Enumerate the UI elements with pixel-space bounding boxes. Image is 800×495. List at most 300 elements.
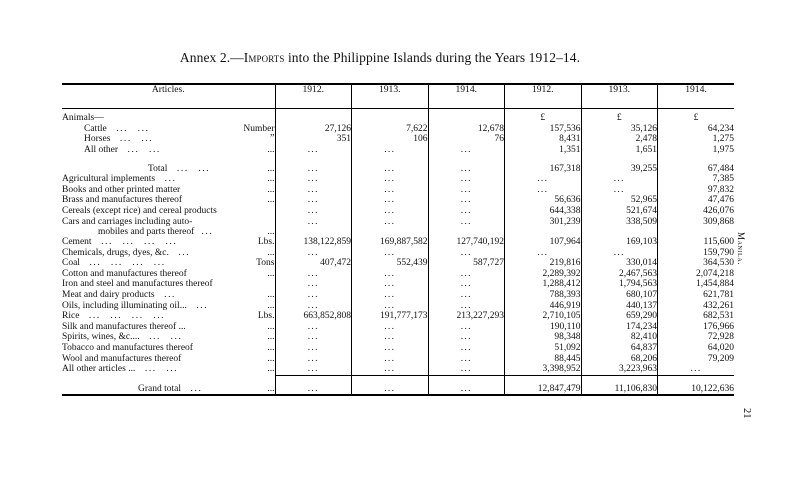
leader-dots: ... bbox=[170, 332, 183, 343]
cell-val-1913-cotton-and-manufactures-thereof: 2,467,563 bbox=[581, 269, 658, 280]
cell-qty-1912-silk-and-manufactures-thereof: ... bbox=[275, 322, 352, 333]
cell-qty-1912-cement: 138,122,859 bbox=[275, 237, 352, 248]
row-label-text: Cotton and manufactures thereof bbox=[62, 268, 187, 279]
spacer-c4 bbox=[505, 156, 582, 164]
leader-dots: ... bbox=[122, 237, 135, 248]
table-row bbox=[62, 134, 734, 145]
grand-spacer-c5 bbox=[581, 375, 658, 384]
cell-val-1914-horses: 1,275 bbox=[658, 134, 735, 145]
cell-val-1912-cereals-except-rice-and-cereal-product: 644,338 bbox=[505, 206, 582, 217]
row-unit: Lbs. bbox=[257, 237, 275, 248]
page-number: 21 bbox=[741, 408, 752, 419]
row-unit: ... bbox=[267, 290, 275, 301]
cell-val-1914-grand-total: 10,122,636 bbox=[658, 384, 735, 396]
cell-qty-1912-brass-and-manufactures-thereof: ... bbox=[275, 195, 352, 206]
grand-spacer-c3 bbox=[428, 375, 505, 384]
cell-qty-1912-all-other-articles: ... bbox=[275, 364, 352, 375]
cell-qty-1912-iron-and-steel-and-manufactures-thereo: ... bbox=[275, 279, 352, 290]
cell-val-1913-wool-and-manufactures-thereof: 68,206 bbox=[581, 354, 658, 365]
cell-qty-1913-all-other-articles: ... bbox=[352, 364, 429, 375]
table-row bbox=[62, 237, 734, 248]
leader-dots: ... bbox=[119, 134, 132, 145]
cell-val-1913-horses: 2,478 bbox=[581, 134, 658, 145]
cell-qty-1914-brass-and-manufactures-thereof: ... bbox=[428, 195, 505, 206]
cell-val-1914-silk-and-manufactures-thereof: 176,966 bbox=[658, 322, 735, 333]
cell-val-1913-cattle: 35,126 bbox=[581, 124, 658, 135]
spacer-c3 bbox=[428, 156, 505, 164]
currency-symbol: £ bbox=[581, 113, 658, 124]
row-unit: ” bbox=[270, 133, 275, 145]
cell-val-1914-all-other: 1,975 bbox=[658, 145, 735, 156]
cell-qty-1913-oils-including-illuminating-oil: ... bbox=[352, 301, 429, 312]
table-row bbox=[62, 248, 734, 259]
row-label-books-and-other-printed-matter bbox=[62, 185, 275, 196]
header-val-1913: 1913. bbox=[581, 84, 658, 109]
cell-qty-1912-cars-and-carriages-including-auto: ... bbox=[275, 217, 352, 238]
cell-val-1912-wool-and-manufactures-thereof: 88,445 bbox=[505, 354, 582, 365]
page-title bbox=[0, 50, 760, 66]
cell-val-1913-grand-total: 11,106,830 bbox=[581, 384, 658, 396]
cell-qty-1914-all-other-articles: ... bbox=[428, 364, 505, 375]
cell-val-1913-chemicals-drugs-dyes-c: ... bbox=[581, 248, 658, 259]
table-row bbox=[62, 145, 734, 156]
row-unit: ... bbox=[267, 174, 275, 185]
cell-qty-1914-chemicals-drugs-dyes-c: ... bbox=[428, 248, 505, 259]
row-label-meat-and-dairy-products bbox=[62, 290, 275, 301]
cell-qty-1912-coal: 407,472 bbox=[275, 258, 352, 269]
cell-val-1912-all-other: 1,351 bbox=[505, 145, 582, 156]
spacer-row bbox=[62, 156, 734, 164]
row-unit: Number bbox=[243, 123, 275, 134]
cell-blank bbox=[428, 113, 505, 124]
cell-qty-1913-agricultural-implements: ... bbox=[352, 174, 429, 185]
cell-qty-1913-cars-and-carriages-including-auto: ... bbox=[352, 217, 429, 238]
row-label-text: Tobacco and manufactures thereof bbox=[62, 342, 193, 353]
cell-qty-1914-cattle: 12,678 bbox=[428, 124, 505, 135]
cell-qty-1912-cattle: 27,126 bbox=[275, 124, 352, 135]
leader-dots: ... bbox=[164, 290, 177, 301]
cell-val-1914-all-other-articles: ... bbox=[658, 364, 735, 375]
cell-val-1913-silk-and-manufactures-thereof: 174,234 bbox=[581, 322, 658, 333]
header-val-1912: 1912. bbox=[505, 84, 582, 109]
row-label-text: All other bbox=[84, 144, 119, 155]
cell-val-1913-cereals-except-rice-and-cereal-product: 521,674 bbox=[581, 206, 658, 217]
leader-dots: ... bbox=[153, 311, 166, 322]
row-label-text: Meat and dairy products bbox=[62, 290, 155, 301]
cell-val-1914-rice: 682,531 bbox=[658, 311, 735, 322]
spacer-c5 bbox=[581, 156, 658, 164]
cell-qty-1914-horses: 76 bbox=[428, 134, 505, 145]
cell-val-1913-tobacco-and-manufactures-thereof: 64,837 bbox=[581, 343, 658, 354]
leader-dots: ... bbox=[89, 258, 102, 269]
cell-val-1912-cattle: 157,536 bbox=[505, 124, 582, 135]
row-label-oils-including-illuminating-oil bbox=[62, 301, 275, 312]
foot-rule-c3 bbox=[428, 395, 505, 400]
row-label-all-other-articles bbox=[62, 364, 275, 375]
cell-qty-1912-wool-and-manufactures-thereof: ... bbox=[275, 354, 352, 365]
table-row bbox=[62, 124, 734, 135]
cell-qty-1913-cereals-except-rice-and-cereal-product: ... bbox=[352, 206, 429, 217]
row-label-animals-heading: Animals— bbox=[62, 113, 104, 123]
row-unit: ... bbox=[267, 332, 275, 343]
leader-dots: ... bbox=[88, 311, 101, 322]
table-row bbox=[62, 343, 734, 354]
header-qty-1912: 1912. bbox=[275, 84, 352, 109]
cell-val-1912-all-other-articles: 3,398,952 bbox=[505, 364, 582, 375]
row-label-iron-and-steel-and-manufactures-thereo bbox=[62, 279, 275, 290]
grand-spacer-c1 bbox=[275, 375, 352, 384]
row-label-wool-and-manufactures-thereof bbox=[62, 354, 275, 365]
cell-val-1912-meat-and-dairy-products: 788,393 bbox=[505, 290, 582, 301]
cell-val-1914-agricultural-implements: 7,385 bbox=[658, 174, 735, 185]
cell-qty-1913-cattle: 7,622 bbox=[352, 124, 429, 135]
table-row bbox=[62, 354, 734, 365]
cell-val-1913-oils-including-illuminating-oil: 440,137 bbox=[581, 301, 658, 312]
grand-total-spacer-row bbox=[62, 375, 734, 384]
row-label-text: Cars and carriages including auto- bbox=[62, 216, 193, 227]
cell-val-1914-spirits-wines-c: 72,928 bbox=[658, 332, 735, 343]
cell-qty-1914-rice: 213,227,293 bbox=[428, 311, 505, 322]
leader-dots: ... bbox=[166, 364, 179, 375]
leader-dots: ... bbox=[149, 332, 162, 343]
row-label-silk-and-manufactures-thereof bbox=[62, 322, 275, 333]
cell-qty-1914-cement: 127,740,192 bbox=[428, 237, 505, 248]
row-label-coal bbox=[62, 258, 275, 269]
row-unit: ... bbox=[267, 300, 275, 311]
row-unit: Lbs. bbox=[257, 311, 275, 322]
cell-val-1914-iron-and-steel-and-manufactures-thereo: 1,454,884 bbox=[658, 279, 735, 290]
foot-rule-c5 bbox=[581, 395, 658, 400]
row-label-text: Cereals (except rice) and cereal products bbox=[62, 205, 217, 216]
cell-qty-1913-grand-total: ... bbox=[352, 384, 429, 396]
cell-val-1913-total: 39,255 bbox=[581, 164, 658, 175]
cell-qty-1913-tobacco-and-manufactures-thereof: ... bbox=[352, 343, 429, 354]
row-unit: ... bbox=[267, 247, 275, 258]
cell-qty-1913-all-other: ... bbox=[352, 145, 429, 156]
cell-val-1912-rice: 2,710,105 bbox=[505, 311, 582, 322]
row-unit: ... bbox=[267, 184, 275, 195]
cell-qty-1912-all-other: ... bbox=[275, 145, 352, 156]
spacer-c1 bbox=[275, 156, 352, 164]
cell-qty-1913-silk-and-manufactures-thereof: ... bbox=[352, 322, 429, 333]
cell-val-1914-tobacco-and-manufactures-thereof: 64,020 bbox=[658, 343, 735, 354]
table-row bbox=[62, 290, 734, 301]
title-smallcaps: Imports bbox=[243, 50, 285, 65]
cell-val-1913-all-other-articles: 3,223,963 bbox=[581, 364, 658, 375]
cell-val-1913-agricultural-implements: ... bbox=[581, 174, 658, 185]
cell-qty-1914-total: ... bbox=[428, 164, 505, 175]
leader-dots: ... bbox=[141, 134, 154, 145]
cell-qty-1914-wool-and-manufactures-thereof: ... bbox=[428, 354, 505, 365]
cell-val-1912-cotton-and-manufactures-thereof: 2,289,392 bbox=[505, 269, 582, 280]
row-label-tobacco-and-manufactures-thereof bbox=[62, 343, 275, 354]
row-label-text: Spirits, wines, &c.... bbox=[62, 332, 140, 343]
cell-qty-1914-all-other: ... bbox=[428, 145, 505, 156]
row-unit: ... bbox=[267, 268, 275, 279]
table-row bbox=[62, 384, 734, 396]
currency-symbol: £ bbox=[658, 113, 735, 124]
leader-dots: ... bbox=[190, 383, 203, 394]
row-label-brass-and-manufactures-thereof bbox=[62, 195, 275, 206]
row-label-cement bbox=[62, 237, 275, 248]
cell-val-1912-horses: 8,431 bbox=[505, 134, 582, 145]
cell-qty-1914-cereals-except-rice-and-cereal-product: ... bbox=[428, 206, 505, 217]
cell-val-1914-cars-and-carriages-including-auto: 309,868 bbox=[658, 217, 735, 238]
cell-blank bbox=[352, 113, 429, 124]
foot-rule-c6 bbox=[658, 395, 735, 400]
cell-val-1914-cotton-and-manufactures-thereof: 2,074,218 bbox=[658, 269, 735, 280]
row-label-text: Books and other printed matter bbox=[62, 184, 181, 195]
leader-dots: ... bbox=[178, 247, 191, 258]
side-note-manila: Manila. bbox=[736, 232, 746, 266]
row-label-horses bbox=[62, 134, 275, 145]
cell-val-1913-cars-and-carriages-including-auto: 338,509 bbox=[581, 217, 658, 238]
row-label-text: Cement bbox=[62, 237, 92, 248]
cell-qty-1914-coal: 587,727 bbox=[428, 258, 505, 269]
spacer-articles bbox=[62, 156, 275, 164]
leader-dots: ... bbox=[196, 300, 209, 311]
cell-val-1914-total: 67,484 bbox=[658, 164, 735, 175]
row-label-text: Coal bbox=[62, 258, 80, 269]
cell-qty-1912-meat-and-dairy-products: ... bbox=[275, 290, 352, 301]
title-rest: into the Philippine Islands during the Years 1912–14. bbox=[284, 50, 581, 65]
cell-val-1912-agricultural-implements: ... bbox=[505, 174, 582, 185]
row-label-text: All other articles ... bbox=[62, 364, 136, 375]
cell-qty-1913-iron-and-steel-and-manufactures-thereo: ... bbox=[352, 279, 429, 290]
spacer-c6 bbox=[658, 156, 735, 164]
leader-dots: ... bbox=[116, 123, 129, 134]
row-label-text: Brass and manufactures thereof bbox=[62, 195, 183, 206]
cell-val-1913-spirits-wines-c: 82,410 bbox=[581, 332, 658, 343]
leader-dots: ... bbox=[176, 163, 189, 174]
cell-qty-1913-books-and-other-printed-matter: ... bbox=[352, 185, 429, 196]
cell-qty-1914-meat-and-dairy-products: ... bbox=[428, 290, 505, 301]
cell-qty-1912-oils-including-illuminating-oil: ... bbox=[275, 301, 352, 312]
row-label-total bbox=[62, 164, 275, 175]
cell-val-1914-oils-including-illuminating-oil: 432,261 bbox=[658, 301, 735, 312]
row-label-text: Agricultural implements bbox=[62, 174, 156, 185]
row-label-grand-total bbox=[62, 384, 275, 396]
table-row bbox=[62, 279, 734, 290]
table-row bbox=[62, 164, 734, 175]
cell-val-1914-brass-and-manufactures-thereof: 47,476 bbox=[658, 195, 735, 206]
cell-qty-1914-agricultural-implements: ... bbox=[428, 174, 505, 185]
grand-spacer-c2 bbox=[352, 375, 429, 384]
cell-qty-1912-cereals-except-rice-and-cereal-product: ... bbox=[275, 206, 352, 217]
cell-qty-1913-spirits-wines-c: ... bbox=[352, 332, 429, 343]
spacer-c2 bbox=[352, 156, 429, 164]
header-row bbox=[62, 84, 734, 109]
row-unit: ... bbox=[267, 342, 275, 353]
row-unit: ... bbox=[267, 163, 275, 174]
cell-val-1912-iron-and-steel-and-manufactures-thereo: 1,288,412 bbox=[505, 279, 582, 290]
header-qty-1914: 1914. bbox=[428, 84, 505, 109]
row-label-text: Silk and manufactures thereof ... bbox=[62, 321, 186, 332]
table-row bbox=[62, 217, 734, 238]
row-label-cotton-and-manufactures-thereof bbox=[62, 269, 275, 280]
row-unit: ... bbox=[267, 195, 275, 206]
cell-qty-1912-books-and-other-printed-matter: ... bbox=[275, 185, 352, 196]
cell-qty-1913-wool-and-manufactures-thereof: ... bbox=[352, 354, 429, 365]
cell-blank bbox=[275, 113, 352, 124]
foot-rule-c4 bbox=[505, 395, 582, 400]
cell-val-1912-silk-and-manufactures-thereof: 190,110 bbox=[505, 322, 582, 333]
table-row bbox=[62, 311, 734, 322]
row-label-all-other bbox=[62, 145, 275, 156]
cell-val-1912-coal: 219,816 bbox=[505, 258, 582, 269]
cell-qty-1914-books-and-other-printed-matter: ... bbox=[428, 185, 505, 196]
cell-qty-1912-tobacco-and-manufactures-thereof: ... bbox=[275, 343, 352, 354]
cell-val-1914-meat-and-dairy-products: 621,781 bbox=[658, 290, 735, 301]
cell-val-1914-wool-and-manufactures-thereof: 79,209 bbox=[658, 354, 735, 365]
cell-val-1913-books-and-other-printed-matter: ... bbox=[581, 185, 658, 196]
table-row bbox=[62, 269, 734, 280]
row-label-text: Chemicals, drugs, dyes, &c. bbox=[62, 247, 169, 258]
leader-dots: ... bbox=[153, 258, 166, 269]
row-label-cattle bbox=[62, 124, 275, 135]
imports-table bbox=[62, 83, 734, 400]
row-label-text: Cattle bbox=[84, 123, 107, 134]
title-prefix: Annex 2.— bbox=[179, 50, 244, 65]
row-label-cereals-except-rice-and-cereal-product bbox=[62, 206, 275, 217]
row-label-text: Grand total bbox=[138, 383, 182, 394]
row-label-text: Iron and steel and manufactures thereof bbox=[62, 279, 213, 290]
grand-spacer-c4 bbox=[505, 375, 582, 384]
cell-val-1914-cereals-except-rice-and-cereal-product: 426,076 bbox=[658, 206, 735, 217]
imports-table-container bbox=[62, 83, 734, 400]
leader-dots: ... bbox=[132, 258, 145, 269]
cell-qty-1914-spirits-wines-c: ... bbox=[428, 332, 505, 343]
cell-val-1913-brass-and-manufactures-thereof: 52,965 bbox=[581, 195, 658, 206]
cell-val-1913-rice: 659,290 bbox=[581, 311, 658, 322]
row-label-chemicals-drugs-dyes-c bbox=[62, 248, 275, 259]
table-row bbox=[62, 301, 734, 312]
foot-rule-c2 bbox=[352, 395, 429, 400]
cell-val-1914-books-and-other-printed-matter: 97,832 bbox=[658, 185, 735, 196]
cell-qty-1912-total: ... bbox=[275, 164, 352, 175]
table-body bbox=[62, 109, 734, 401]
cell-val-1912-grand-total: 12,847,479 bbox=[505, 384, 582, 396]
cell-qty-1912-horses: 351 bbox=[275, 134, 352, 145]
grand-spacer-articles bbox=[62, 375, 275, 384]
cell-val-1912-tobacco-and-manufactures-thereof: 51,092 bbox=[505, 343, 582, 354]
leader-dots: ... bbox=[127, 144, 140, 155]
cell-qty-1913-cement: 169,887,582 bbox=[352, 237, 429, 248]
table-row bbox=[62, 332, 734, 343]
table-row bbox=[62, 322, 734, 333]
cell-val-1913-meat-and-dairy-products: 680,107 bbox=[581, 290, 658, 301]
cell-val-1913-cement: 169,103 bbox=[581, 237, 658, 248]
row-unit: ... bbox=[267, 144, 275, 155]
row-label-text-cont: mobiles and parts thereof ... ... bbox=[98, 226, 275, 237]
cell-qty-1914-tobacco-and-manufactures-thereof: ... bbox=[428, 343, 505, 354]
cell-qty-1914-silk-and-manufactures-thereof: ... bbox=[428, 322, 505, 333]
cell-qty-1914-cars-and-carriages-including-auto: ... bbox=[428, 217, 505, 238]
row-unit: ... bbox=[267, 364, 275, 375]
leader-dots: ... bbox=[144, 364, 157, 375]
leader-dots: ... bbox=[148, 144, 161, 155]
cell-qty-1913-total: ... bbox=[352, 164, 429, 175]
cell-val-1914-coal: 364,530 bbox=[658, 258, 735, 269]
leader-dots: ... bbox=[198, 163, 211, 174]
cell-qty-1912-agricultural-implements: ... bbox=[275, 174, 352, 185]
cell-val-1914-cattle: 64,234 bbox=[658, 124, 735, 135]
table-row bbox=[62, 174, 734, 185]
cell-val-1912-chemicals-drugs-dyes-c: ... bbox=[505, 248, 582, 259]
row-label-cars-and-carriages-including-auto bbox=[62, 217, 275, 238]
cell-qty-1914-grand-total: ... bbox=[428, 384, 505, 396]
cell-qty-1913-brass-and-manufactures-thereof: ... bbox=[352, 195, 429, 206]
leader-dots: ... bbox=[164, 174, 177, 185]
cell-qty-1913-coal: 552,439 bbox=[352, 258, 429, 269]
cell-val-1912-total: 167,318 bbox=[505, 164, 582, 175]
row-label-text: Horses bbox=[84, 134, 111, 145]
leader-dots: ... bbox=[143, 237, 156, 248]
row-unit: ... bbox=[267, 383, 275, 394]
row-unit: Tons bbox=[256, 258, 275, 269]
row-unit: ... bbox=[267, 353, 275, 364]
grand-spacer-c6 bbox=[658, 375, 735, 384]
cell-val-1914-chemicals-drugs-dyes-c: 159,790 bbox=[658, 248, 735, 259]
cell-qty-1914-cotton-and-manufactures-thereof: ... bbox=[428, 269, 505, 280]
table-row bbox=[62, 195, 734, 206]
foot-rule-c1 bbox=[275, 395, 352, 400]
currency-symbol: £ bbox=[505, 113, 582, 124]
table-head bbox=[62, 84, 734, 109]
cell-qty-1914-oils-including-illuminating-oil: ... bbox=[428, 301, 505, 312]
row-unit: ... bbox=[267, 321, 275, 332]
cell-qty-1912-chemicals-drugs-dyes-c: ... bbox=[275, 248, 352, 259]
table-row bbox=[62, 258, 734, 269]
foot-rule-articles bbox=[62, 395, 275, 400]
row-label-rice bbox=[62, 311, 275, 322]
table-row bbox=[62, 206, 734, 217]
row-label-text: Wool and manufactures thereof bbox=[62, 353, 182, 364]
cell-qty-1913-horses: 106 bbox=[352, 134, 429, 145]
table-row bbox=[62, 185, 734, 196]
cell-val-1912-books-and-other-printed-matter: ... bbox=[505, 185, 582, 196]
cell-val-1912-cars-and-carriages-including-auto: 301,239 bbox=[505, 217, 582, 238]
table-row bbox=[62, 113, 734, 124]
header-val-1914: 1914. bbox=[658, 84, 735, 109]
leader-dots: ... bbox=[165, 237, 178, 248]
cell-val-1913-iron-and-steel-and-manufactures-thereo: 1,794,563 bbox=[581, 279, 658, 290]
cell-qty-1912-spirits-wines-c: ... bbox=[275, 332, 352, 343]
cell-qty-1912-rice: 663,852,808 bbox=[275, 311, 352, 322]
row-unit: ... bbox=[267, 226, 275, 237]
leader-dots: ... bbox=[131, 311, 144, 322]
cell-val-1912-oils-including-illuminating-oil: 446,919 bbox=[505, 301, 582, 312]
leader-dots: ... bbox=[101, 237, 113, 248]
cell-val-1914-cement: 115,600 bbox=[658, 237, 735, 248]
leader-dots: ... bbox=[201, 226, 214, 237]
cell-qty-1913-rice: 191,777,173 bbox=[352, 311, 429, 322]
cell-val-1912-brass-and-manufactures-thereof: 56,636 bbox=[505, 195, 582, 206]
row-label-agricultural-implements bbox=[62, 174, 275, 185]
table-foot-rule-row bbox=[62, 395, 734, 400]
header-articles: Articles. bbox=[62, 84, 275, 109]
header-qty-1913: 1913. bbox=[352, 84, 429, 109]
leader-dots: ... bbox=[137, 123, 150, 134]
row-label-text: Oils, including illuminating oil... bbox=[62, 300, 187, 311]
row-label-spirits-wines-c bbox=[62, 332, 275, 343]
cell-val-1912-cement: 107,964 bbox=[505, 237, 582, 248]
cell-qty-1914-iron-and-steel-and-manufactures-thereo: ... bbox=[428, 279, 505, 290]
table-row bbox=[62, 364, 734, 375]
cell-qty-1912-cotton-and-manufactures-thereof: ... bbox=[275, 269, 352, 280]
cell-qty-1912-grand-total: ... bbox=[275, 384, 352, 396]
row-label-text: Total bbox=[148, 163, 168, 174]
